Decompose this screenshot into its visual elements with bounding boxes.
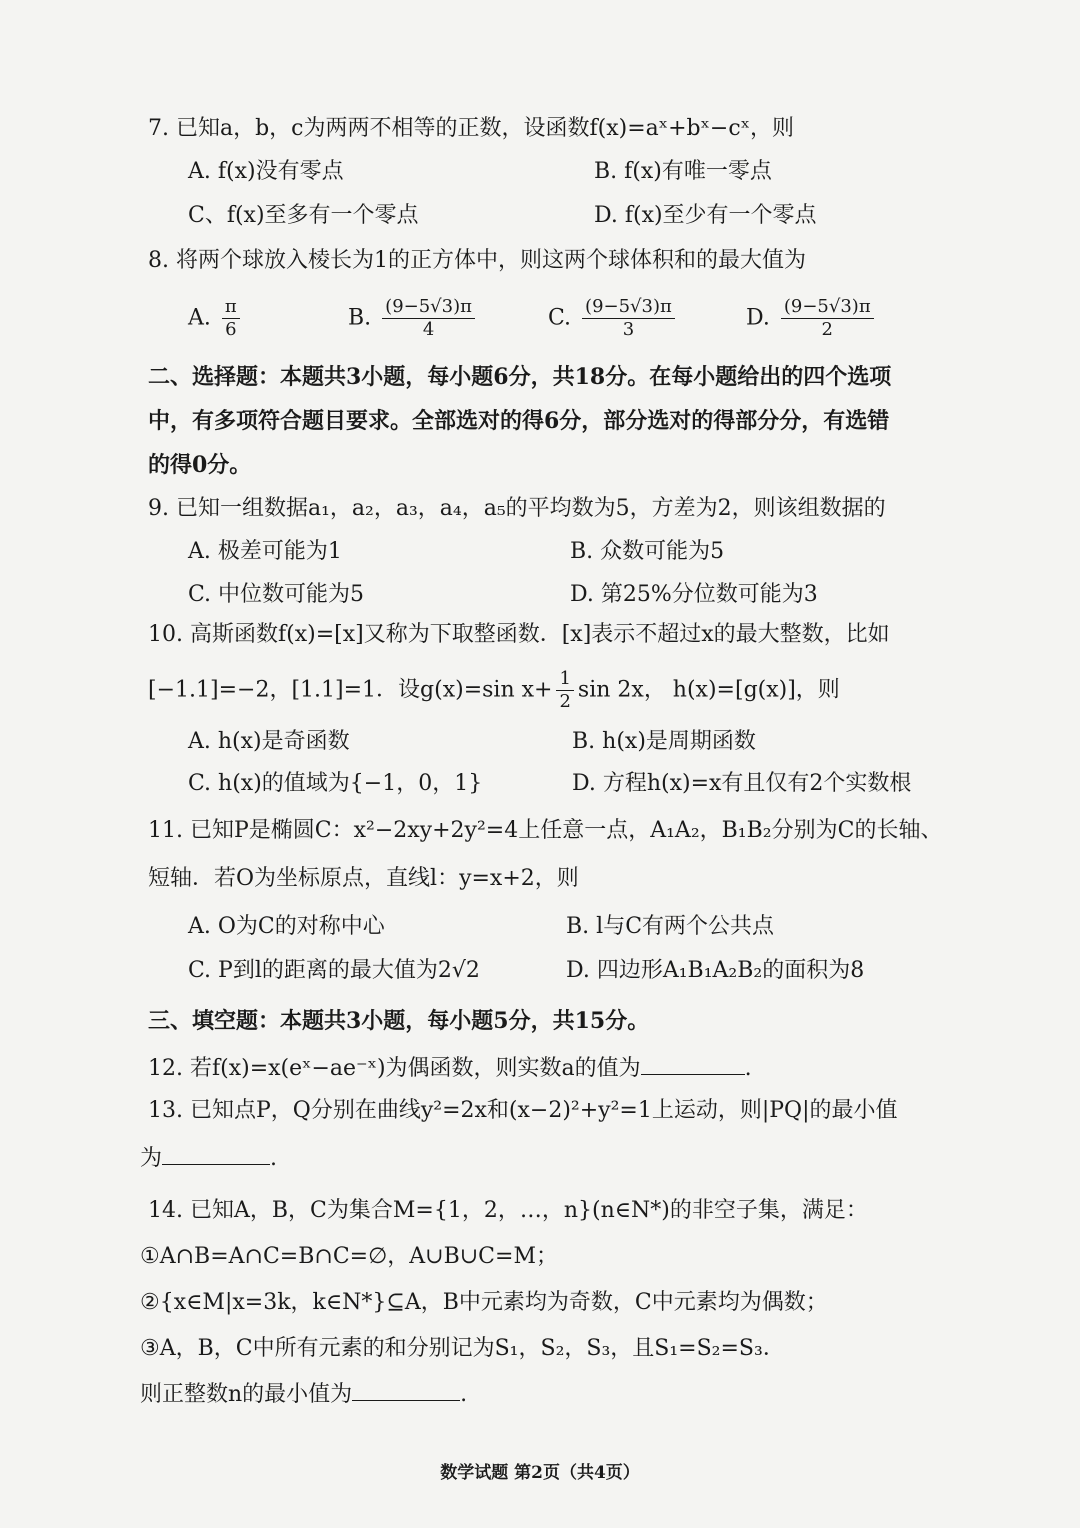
fraction-numerator: (9−5√3)π — [382, 296, 475, 319]
fraction-numerator: (9−5√3)π — [781, 296, 874, 319]
answer-blank[interactable] — [162, 1142, 270, 1165]
question-14-condition-1: ①A∩B=A∩C=B∩C=∅，A∪B∪C=M； — [140, 1244, 558, 1269]
question-7-option-d: D. f(x)至少有一个零点 — [594, 203, 817, 228]
option-b-label: B. — [348, 305, 372, 331]
question-8-option-b — [348, 296, 479, 341]
question-10-option-b: B. h(x)是周期函数 — [572, 729, 756, 754]
question-10-option-c: C. h(x)的值域为{−1，0，1} — [188, 771, 483, 796]
question-7-option-b: B. f(x)有唯一零点 — [594, 159, 772, 184]
question-9-stem: 9. 已知一组数据a₁，a₂，a₃，a₄，a₅的平均数为5，方差为2，则该组数据的 — [148, 496, 886, 521]
question-8-option-a — [188, 296, 244, 341]
question-14-ask-text: 则正整数n的最小值为 — [140, 1382, 353, 1407]
question-14-condition-3: ③A，B，C中所有元素的和分别记为S₁，S₂，S₃，且S₁=S₂=S₃． — [140, 1336, 785, 1361]
period: . — [460, 1382, 468, 1407]
question-7-option-c: C、f(x)至多有一个零点 — [188, 203, 419, 228]
fraction-one-half — [556, 668, 573, 713]
question-7-stem: 7. 已知a，b，c为两两不相等的正数，设函数f(x)=aˣ+bˣ−cˣ，则 — [148, 116, 795, 141]
question-9-option-c: C. 中位数可能为5 — [188, 582, 365, 607]
question-9-option-a: A. 极差可能为1 — [188, 539, 342, 564]
question-9-option-d: D. 第25%分位数可能为3 — [570, 582, 818, 607]
answer-blank[interactable] — [352, 1378, 460, 1401]
question-11-stem-line-2: 短轴．若O为坐标原点，直线l：y=x+2，则 — [148, 866, 579, 891]
question-7-option-a: A. f(x)没有零点 — [188, 159, 344, 184]
section-3-heading: 三、填空题：本题共3小题，每小题5分，共15分。 — [148, 1008, 650, 1034]
question-13-stem-line-1: 13. 已知点P，Q分别在曲线y²=2x和(x−2)²+y²=1上运动，则|PQ|的最小值 — [148, 1098, 898, 1123]
section-2-heading-line-1: 二、选择题：本题共3小题，每小题6分，共18分。在每小题给出的四个选项 — [148, 364, 892, 390]
question-12 — [148, 1052, 752, 1084]
fraction — [222, 296, 240, 341]
option-c-label: C. — [548, 305, 572, 331]
question-10-stem-line-2 — [148, 668, 840, 713]
fraction — [582, 296, 675, 341]
section-2-heading-line-2: 中，有多项符合题目要求。全部选对的得6分，部分选对的得部分分，有选错 — [148, 408, 890, 434]
fraction-denominator: 2 — [821, 319, 833, 340]
question-10-option-a: A. h(x)是奇函数 — [188, 729, 350, 754]
stem-suffix: sin 2x， h(x)=[g(x)]，则 — [577, 677, 840, 703]
question-12-stem: 12. 若f(x)=x(eˣ−ae⁻ˣ)为偶函数，则实数a的值为 — [148, 1056, 641, 1081]
question-11-option-d: D. 四边形A₁B₁A₂B₂的面积为8 — [566, 958, 865, 983]
fraction-denominator: 4 — [422, 319, 435, 340]
question-14-condition-2: ②{x∈M|x=3k，k∈N*}⊆A，B中元素均为奇数，C中元素均为偶数； — [140, 1290, 828, 1315]
question-11-option-a: A. O为C的对称中心 — [188, 914, 385, 939]
fraction-numerator: 1 — [556, 668, 573, 691]
option-d-label: D. — [746, 305, 770, 331]
option-a-label: A. — [188, 305, 211, 331]
fraction-denominator: 6 — [225, 319, 237, 340]
period: . — [744, 1056, 752, 1081]
question-13-stem-line-2 — [140, 1142, 277, 1174]
fraction-numerator: π — [222, 296, 240, 319]
question-8-option-c — [548, 296, 679, 341]
period: . — [270, 1146, 278, 1171]
answer-blank[interactable] — [641, 1052, 745, 1075]
question-11-option-b: B. l与C有两个公共点 — [566, 914, 775, 939]
question-14-ask — [140, 1378, 467, 1410]
question-13-stem-tail: 为 — [140, 1146, 163, 1171]
question-10-stem-line-1: 10. 高斯函数f(x)=[x]又称为下取整函数．[x]表示不超过x的最大整数，比如 — [148, 622, 890, 647]
stem-prefix: [−1.1]=−2，[1.1]=1．设g(x)=sin x+ — [148, 677, 553, 703]
question-11-option-c: C. P到l的距离的最大值为2√2 — [188, 958, 480, 983]
question-10-option-d: D. 方程h(x)=x有且仅有2个实数根 — [572, 771, 912, 796]
page-footer: 数学试题 第2页（共4页） — [440, 1463, 640, 1483]
question-9-option-b: B. 众数可能为5 — [570, 539, 725, 564]
question-11-stem-line-1: 11. 已知P是椭圆C：x²−2xy+2y²=4上任意一点，A₁A₂，B₁B₂分别为C的长轴、 — [148, 818, 943, 843]
question-8-option-d — [746, 296, 878, 341]
question-8-stem: 8. 将两个球放入棱长为1的正方体中，则这两个球体积和的最大值为 — [148, 248, 806, 273]
fraction — [781, 296, 874, 341]
fraction — [382, 296, 475, 341]
fraction-denominator: 2 — [559, 691, 571, 712]
fraction-numerator: (9−5√3)π — [582, 296, 675, 319]
fraction-denominator: 3 — [622, 319, 635, 340]
section-2-heading-line-3: 的得0分。 — [148, 452, 252, 478]
question-14-stem: 14. 已知A，B，C为集合M={1，2，…，n}(n∈N*)的非空子集，满足： — [148, 1198, 868, 1223]
